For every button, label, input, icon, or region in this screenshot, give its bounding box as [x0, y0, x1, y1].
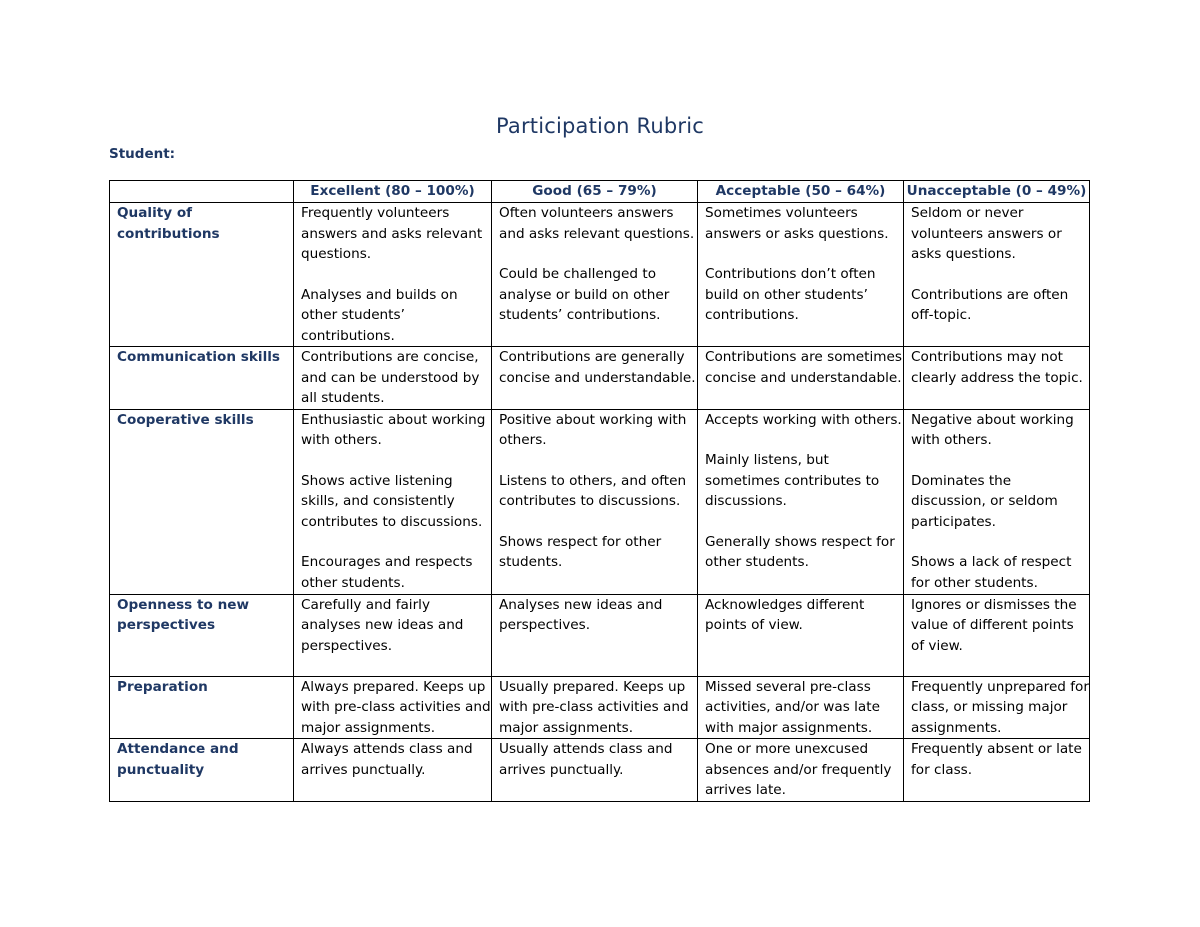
cell-text: Positive about working with others.	[499, 411, 687, 448]
cell-text: One or more unexcused absences and/or frequently arrives late.	[705, 741, 892, 798]
cell-text: Listens to others, and often contributes to discussions.	[499, 472, 687, 509]
cell-text: Acknowledges different points of view.	[705, 596, 865, 633]
row-header-openness: Openness to new perspectives	[110, 594, 294, 676]
cell-text: Shows respect for other students.	[499, 533, 662, 570]
cell-text: Sometimes volunteers answers or asks questions.	[705, 205, 889, 242]
cell-text: Shows active listening skills, and consistently contributes to discussions.	[301, 472, 483, 530]
cell-communication-excellent	[294, 347, 492, 410]
cell-text: Seldom or never volunteers answers or asks questions.	[911, 205, 1062, 262]
cell-quality-unacceptable	[904, 203, 1090, 347]
cell-communication-unacceptable	[904, 347, 1090, 410]
cell-attendance-good	[492, 739, 698, 802]
cell-text: Shows a lack of respect for other students.	[911, 554, 1072, 591]
cell-text: Mainly listens, but sometimes contributes to discussions.	[705, 452, 880, 509]
column-header-acceptable: Acceptable (50 – 64%)	[698, 181, 904, 203]
cell-text: Negative about working with others.	[911, 411, 1074, 448]
cell-text: Analyses new ideas and perspectives.	[499, 596, 663, 633]
cell-openness-excellent	[294, 594, 492, 676]
cell-text: Contributions are concise, and can be understood by all students.	[301, 349, 480, 406]
column-header-good: Good (65 – 79%)	[492, 181, 698, 203]
cell-text: Dominates the discussion, or seldom participates.	[911, 472, 1058, 530]
cell-openness-unacceptable	[904, 594, 1090, 676]
cell-cooperative-acceptable	[698, 409, 904, 594]
cell-openness-good	[492, 594, 698, 676]
cell-text: Missed several pre-class activities, and/or was late with major assignments.	[705, 678, 880, 736]
cell-preparation-unacceptable	[904, 676, 1090, 739]
cell-preparation-excellent	[294, 676, 492, 739]
column-header-excellent: Excellent (80 – 100%)	[294, 181, 492, 203]
cell-cooperative-excellent	[294, 409, 492, 594]
cell-text: Contributions may not clearly address the topic.	[911, 349, 1083, 386]
cell-text: Generally shows respect for other students.	[705, 533, 895, 570]
cell-communication-acceptable	[698, 347, 904, 410]
cell-text: Usually prepared. Keeps up with pre-class activities and major assignments.	[499, 678, 689, 736]
cell-quality-acceptable	[698, 203, 904, 347]
cell-text: Often volunteers answers and asks relevant questions.	[499, 205, 695, 242]
cell-cooperative-unacceptable	[904, 409, 1090, 594]
cell-text: Could be challenged to analyse or build on other students’ contributions.	[499, 266, 670, 323]
cell-text: Always attends class and arrives punctually.	[301, 741, 473, 778]
rubric-row-communication-skills	[110, 347, 1090, 410]
cell-text: Always prepared. Keeps up with pre-class activities and major assignments.	[301, 678, 491, 736]
cell-text: Accepts working with others.	[705, 411, 902, 428]
row-header-communication-skills: Communication skills	[110, 347, 294, 410]
cell-attendance-unacceptable	[904, 739, 1090, 802]
rubric-row-attendance	[110, 739, 1090, 802]
cell-attendance-acceptable	[698, 739, 904, 802]
rubric-corner-cell	[110, 181, 294, 203]
document-title: Participation Rubric	[495, 114, 705, 138]
row-header-quality-of-contributions: Quality of contributions	[110, 203, 294, 347]
student-label: Student:	[109, 146, 176, 162]
cell-attendance-excellent	[294, 739, 492, 802]
cell-text: Contributions are generally concise and understandable.	[499, 349, 696, 386]
cell-cooperative-good	[492, 409, 698, 594]
rubric-table	[109, 180, 1090, 802]
cell-text: Carefully and fairly analyses new ideas and perspectives.	[301, 596, 464, 654]
cell-text: Usually attends class and arrives punctually.	[499, 741, 673, 778]
cell-text: Frequently absent or late for class.	[911, 741, 1082, 778]
cell-preparation-good	[492, 676, 698, 739]
rubric-row-cooperative-skills	[110, 409, 1090, 594]
column-header-unacceptable: Unacceptable (0 – 49%)	[904, 181, 1090, 203]
cell-text: Enthusiastic about working with others.	[301, 411, 486, 448]
cell-openness-acceptable	[698, 594, 904, 676]
row-header-preparation: Preparation	[110, 676, 294, 739]
cell-text: Contributions are often off-topic.	[911, 286, 1069, 323]
cell-text: Analyses and builds on other students’ contributions.	[301, 286, 458, 344]
row-header-cooperative-skills: Cooperative skills	[110, 409, 294, 594]
row-header-attendance: Attendance and punctuality	[110, 739, 294, 802]
cell-preparation-acceptable	[698, 676, 904, 739]
cell-quality-excellent	[294, 203, 492, 347]
cell-text: Ignores or dismisses the value of different points of view.	[911, 596, 1077, 654]
cell-text: Encourages and respects other students.	[301, 554, 473, 591]
rubric-row-openness	[110, 594, 1090, 676]
cell-quality-good	[492, 203, 698, 347]
cell-text: Contributions are sometimes concise and understandable.	[705, 349, 902, 386]
cell-text: Frequently volunteers answers and asks relevant questions.	[301, 205, 483, 262]
cell-communication-good	[492, 347, 698, 410]
cell-text: Contributions don’t often build on other students’ contributions.	[705, 266, 876, 323]
rubric-row-quality-of-contributions	[110, 203, 1090, 347]
rubric-header-row	[110, 181, 1090, 203]
cell-text: Frequently unprepared for class, or missing major assignments.	[911, 678, 1089, 736]
rubric-row-preparation	[110, 676, 1090, 739]
